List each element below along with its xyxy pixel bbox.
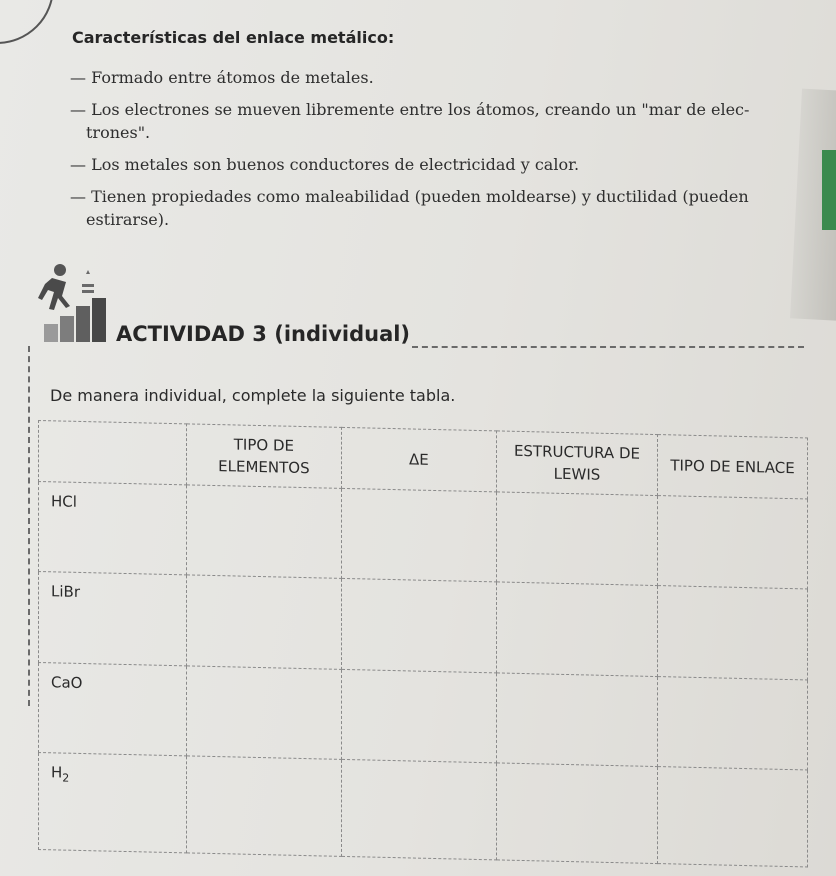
answer-cell[interactable] (341, 488, 496, 582)
corner-decoration (0, 0, 54, 44)
title-dashed-rule (412, 346, 804, 348)
activity-title: ACTIVIDAD 3 (individual) (116, 322, 411, 346)
list-item: — Tienen propiedades como maleabilidad (pueden moldearse) y ductilidad (pueden estirarse). (70, 185, 810, 231)
answer-cell[interactable] (658, 496, 808, 590)
header-tipo-de-enlace: TIPO DE ENLACE (658, 435, 808, 499)
activity-table-container (38, 420, 808, 867)
header-blank (39, 421, 187, 485)
table-row (39, 752, 808, 867)
answer-cell[interactable] (658, 766, 808, 867)
compound-cell: CaO (39, 662, 187, 756)
table-row (39, 662, 808, 770)
answer-cell[interactable] (186, 485, 341, 579)
table-row (39, 482, 808, 590)
section-heading: Características del enlace metálico: (72, 28, 395, 47)
answer-cell[interactable] (496, 672, 657, 766)
answer-cell[interactable] (496, 763, 657, 864)
person-climbing-stairs-icon (30, 260, 122, 342)
answer-cell[interactable] (658, 676, 808, 770)
answer-cell[interactable] (496, 582, 657, 676)
compound-subscript: 2 (62, 771, 70, 785)
green-page-tab (822, 150, 836, 230)
answer-cell[interactable] (186, 756, 341, 857)
answer-cell[interactable] (341, 669, 496, 763)
header-delta-e: ΔE (341, 427, 496, 492)
header-estructura-de-lewis: ESTRUCTURA DE LEWIS (496, 431, 657, 496)
vertical-dashed-rule (28, 346, 30, 706)
header-tipo-de-elementos: TIPO DE ELEMENTOS (186, 424, 341, 489)
answer-cell[interactable] (658, 586, 808, 680)
answer-cell[interactable] (496, 492, 657, 586)
answer-cell[interactable] (341, 759, 496, 860)
table-row (39, 572, 808, 680)
compound-cell: LiBr (39, 572, 187, 666)
answer-cell[interactable] (186, 665, 341, 759)
list-item: — Los metales son buenos conductores de electricidad y calor. (70, 153, 810, 176)
answer-cell[interactable] (186, 575, 341, 669)
list-item: — Los electrones se mueven libremente entre los átomos, creando un "mar de elec- trones". (70, 98, 810, 144)
compound-cell: HCl (39, 482, 187, 576)
list-item: — Formado entre átomos de metales. (70, 66, 810, 89)
compound-formula: H (51, 763, 63, 782)
compound-cell (39, 752, 187, 853)
activity-instructions: De manera individual, complete la siguiente tabla. (50, 386, 456, 405)
activity-table (38, 420, 808, 867)
characteristics-list (70, 66, 810, 240)
answer-cell[interactable] (341, 579, 496, 673)
